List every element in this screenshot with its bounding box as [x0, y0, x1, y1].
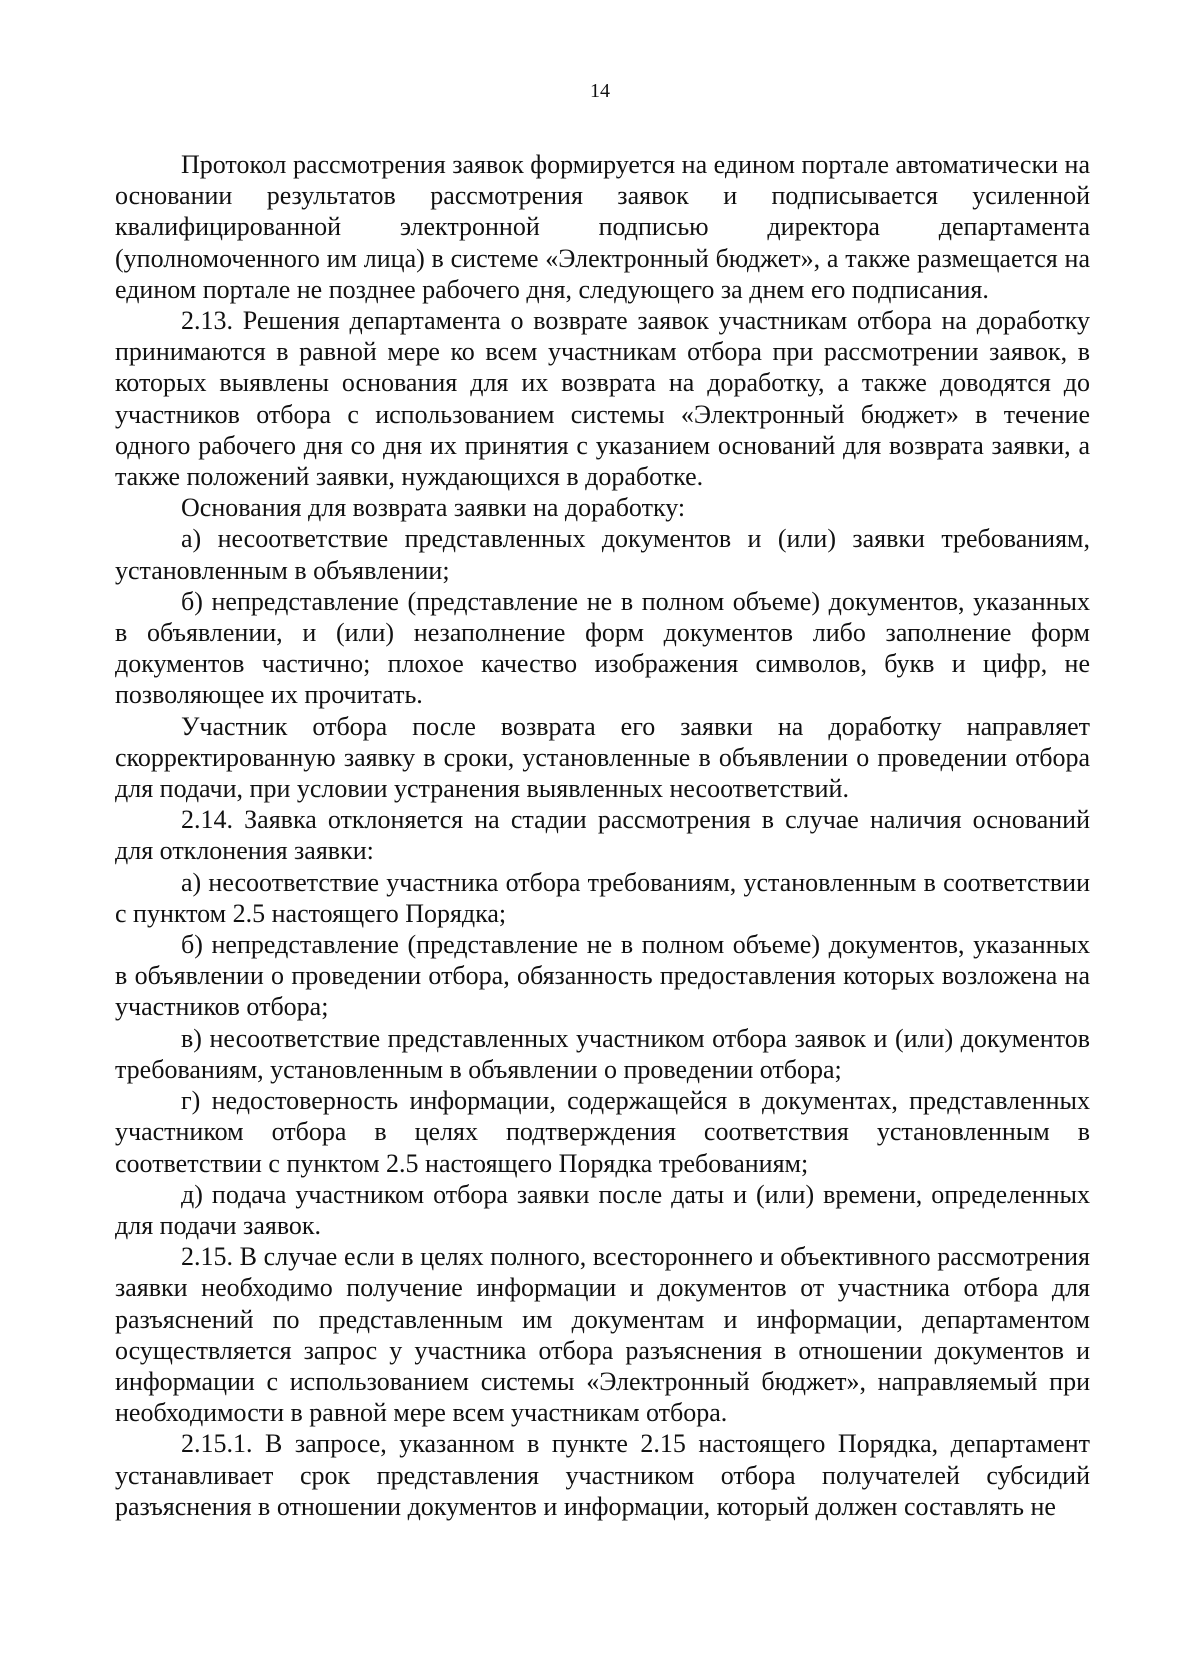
paragraph-return-grounds-heading: Основания для возврата заявки на доработку:	[181, 493, 686, 523]
paragraph-2-15: 2.15. В случае если в целях полного, всестороннего и объективного рассмотрения заявки необходимо получение информации и документов от участника отбора для разъяснений по представленным им документам и информации, департаментом осуществляется запрос у участника отбора разъяснения в отношении документов и информации с использованием системы «Электронный бюджет», направляемый при необходимости в равной мере всем участникам отбора.	[115, 1242, 1090, 1428]
document-body	[115, 149, 1090, 1522]
paragraph-2-14: 2.14. Заявка отклоняется на стадии рассмотрения в случае наличия оснований для отклонения заявки:	[115, 805, 1090, 866]
paragraph-reject-ground-b: б) непредставление (представление не в полном объеме) документов, указанных в объявлении о проведении отбора, обязанность предоставления которых возложена на участников отбора;	[115, 930, 1090, 1022]
paragraph-reject-ground-d: д) подача участником отбора заявки после даты и (или) времени, определенных для подачи заявок.	[115, 1179, 1090, 1240]
paragraph-return-ground-b: б) непредставление (представление не в полном объеме) документов, указанных в объявлении, и (или) незаполнение форм документов либо заполнение форм документов частично; плохое качество изображения символов, букв и цифр, не позволяющее их прочитать.	[115, 586, 1090, 710]
page-number: 14	[590, 80, 610, 102]
paragraph-2-15-1: 2.15.1. В запросе, указанном в пункте 2.15 настоящего Порядка, департамент устанавливает срок представления участником отбора получателей субсидий разъяснения в отношении документов и информации, который должен составлять не	[115, 1429, 1090, 1521]
paragraph-reject-ground-a: а) несоответствие участника отбора требованиям, установленным в соответствии с пунктом 2.5 настоящего Порядка;	[115, 867, 1090, 928]
paragraph-return-ground-a: а) несоответствие представленных документов и (или) заявки требованиям, установленным в объявлении;	[115, 524, 1090, 585]
paragraph-reject-ground-g: г) недостоверность информации, содержащейся в документах, представленных участником отбора в целях подтверждения соответствия установленным в соответствии с пунктом 2.5 настоящего Порядка требованиям;	[115, 1086, 1090, 1178]
paragraph-protocol: Протокол рассмотрения заявок формируется на едином портале автоматически на основании результатов рассмотрения заявок и подписывается усиленной квалифицированной электронной подписью директора департамента (уполномоченного им лица) в системе «Электронный бюджет», а также размещается на едином портале не позднее рабочего дня, следующего за днем его подписания.	[115, 150, 1090, 304]
paragraph-resubmission: Участник отбора после возврата его заявки на доработку направляет скорректированную заявку в сроки, установленные в объявлении о проведении отбора для подачи, при условии устранения выявленных несоответствий.	[115, 711, 1090, 804]
paragraph-2-13: 2.13. Решения департамента о возврате заявок участникам отбора на доработку принимаются в равной мере ко всем участникам отбора при рассмотрении заявок, в которых выявлены основания для их возврата на доработку, а также доводятся до участников отбора с использованием системы «Электронный бюджет» в течение одного рабочего дня со дня их принятия с указанием оснований для возврата заявки, а также положений заявки, нуждающихся в доработке.	[115, 306, 1090, 492]
paragraph-reject-ground-v: в) несоответствие представленных участником отбора заявок и (или) документов требованиям, установленным в объявлении о проведении отбора;	[115, 1023, 1090, 1084]
